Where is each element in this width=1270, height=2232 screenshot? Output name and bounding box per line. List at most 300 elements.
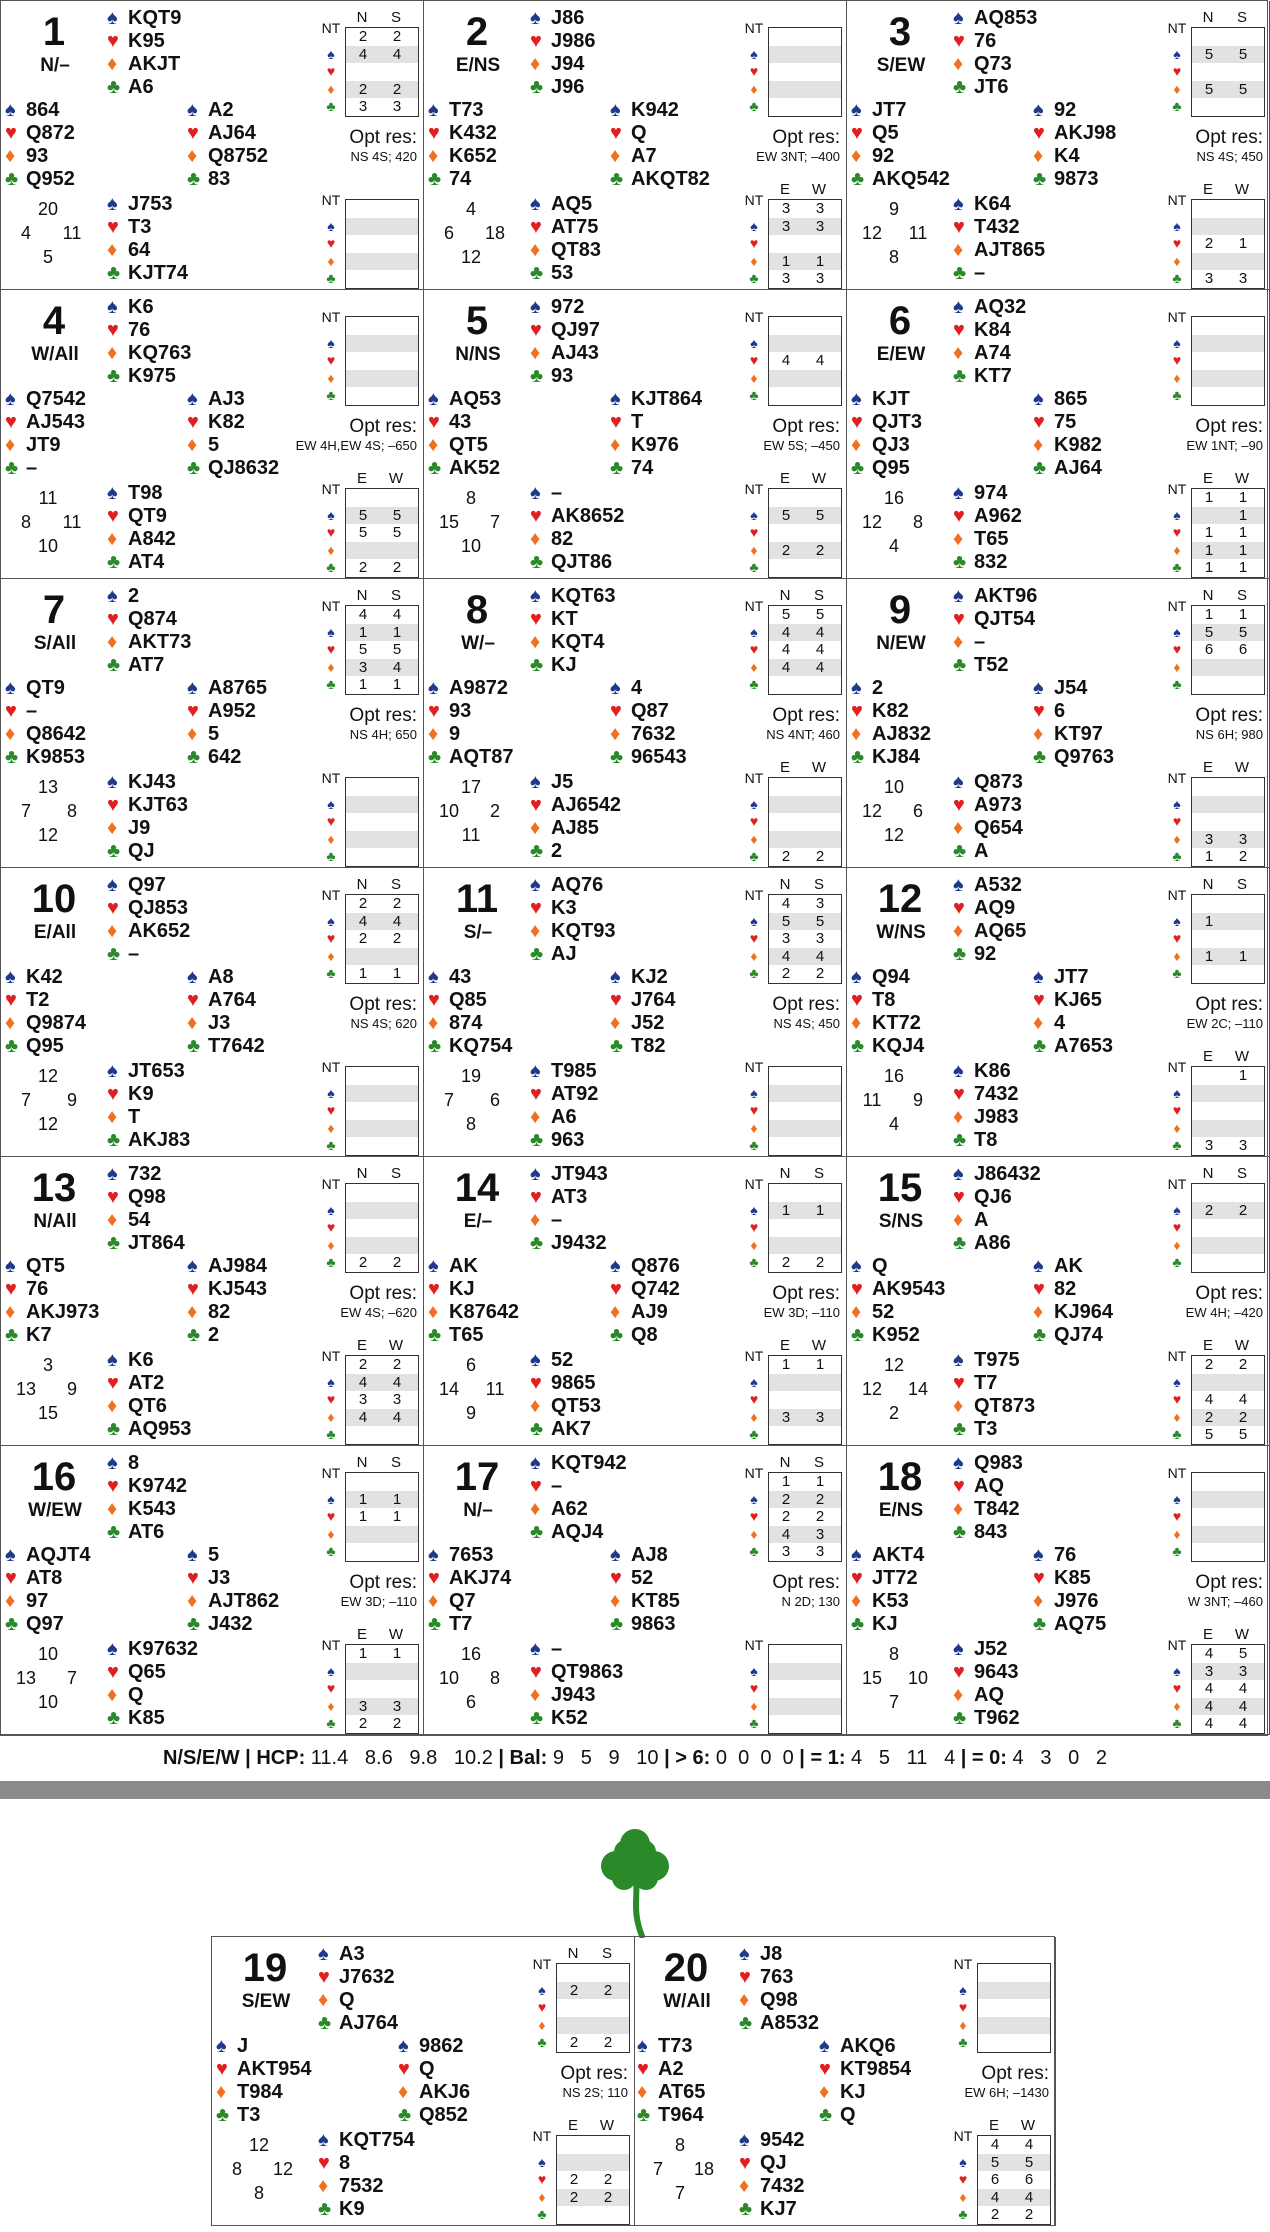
dealer-vulnerability: W/EW: [28, 1500, 82, 1521]
diamond-icon: ♦: [327, 947, 335, 964]
cards: 732: [128, 1163, 162, 1185]
dd-col-header: E: [356, 1337, 367, 1354]
hand-north: [530, 1163, 608, 1255]
dd-row: [769, 489, 841, 507]
dd-box: [1191, 1183, 1265, 1273]
dd-tricks: 4: [392, 658, 402, 676]
dd-row: [769, 1374, 841, 1392]
hcp-diagram: [855, 1355, 935, 1435]
suit-holding-diamond: [530, 239, 601, 262]
club-icon: ♣: [610, 1324, 624, 1346]
cards: QJ97: [551, 319, 600, 341]
spade-icon: ♠: [107, 7, 118, 29]
suit-holding-heart: [398, 2058, 470, 2081]
dd-row: [769, 542, 841, 560]
board-number: 11: [455, 877, 499, 921]
club-icon: ♣: [326, 965, 336, 982]
heart-icon: ♥: [610, 1567, 622, 1589]
suit-holding-spade: [107, 296, 191, 319]
suit-holding-club: [953, 840, 1023, 863]
dealer-vulnerability: W/All: [663, 1991, 711, 2012]
dd-row: [346, 1645, 418, 1663]
diamond-icon: ♦: [327, 369, 335, 386]
dd-tricks: 3: [815, 217, 825, 235]
dd-row: [769, 1491, 841, 1509]
heart-icon: ♥: [5, 700, 17, 722]
dd-col-header: S: [390, 876, 401, 893]
hcp-west: 12: [861, 512, 883, 532]
stats-bal-e: 9: [608, 1747, 620, 1769]
club-icon: ♣: [1172, 387, 1182, 404]
dd-row: [1192, 1184, 1264, 1202]
heart-icon: ♥: [953, 1186, 965, 1208]
hcp-south: 8: [888, 247, 899, 267]
dd-row: [1192, 98, 1264, 116]
spade-icon: ♠: [107, 1452, 118, 1474]
suit-holding-club: [953, 1707, 1020, 1730]
hcp-west: 12: [861, 223, 883, 243]
dd-tricks: 1: [781, 1201, 791, 1219]
suit-holding-club: [107, 1129, 190, 1152]
club-icon: ♣: [749, 676, 759, 693]
spade-icon: ♠: [5, 1255, 16, 1277]
suit-holding-heart: [953, 608, 1037, 631]
dd-row: [769, 796, 841, 814]
suit-holding-spade: [1033, 99, 1116, 122]
dd-tricks: 1: [1238, 947, 1248, 965]
cards: T73: [449, 99, 484, 121]
dd-col-header: N: [356, 587, 368, 604]
hcp-east: 18: [484, 223, 506, 243]
dd-row: [769, 641, 841, 659]
double-dummy-table-bot: [740, 1048, 844, 1156]
dd-row: [346, 28, 418, 46]
dd-row: [346, 1137, 418, 1155]
heart-icon: ♥: [530, 1083, 542, 1105]
opt-value: EW 1NT; –90: [1186, 438, 1263, 453]
club-icon: ♣: [326, 1543, 336, 1560]
dd-tricks: 1: [1238, 489, 1248, 506]
cards: QJ74: [1054, 1324, 1103, 1346]
spade-icon: ♠: [1173, 1084, 1181, 1101]
board-number: 15: [877, 1166, 923, 1210]
suit-holding-diamond: [318, 2175, 415, 2198]
dd-row: [769, 1237, 841, 1255]
dd-row: [346, 370, 418, 388]
suit-holding-spade: [187, 966, 265, 989]
dd-tricks: 2: [358, 930, 368, 948]
dd-tricks: 1: [392, 676, 402, 694]
diamond-icon: ♦: [107, 631, 118, 653]
dd-tricks: 1: [1238, 1067, 1248, 1084]
suit-holding-heart: [318, 2152, 415, 2175]
suit-holding-club: [953, 365, 1026, 388]
dd-col-header: E: [567, 2117, 578, 2134]
suit-holding-diamond: [530, 920, 615, 943]
dd-row: [1192, 641, 1264, 659]
hcp-west: 6: [443, 223, 454, 243]
nt-label: NT: [1167, 1059, 1187, 1075]
spade-icon: ♠: [851, 388, 862, 410]
double-dummy-table-bot: [1163, 1337, 1267, 1445]
suit-holding-spade: [739, 2129, 805, 2152]
suit-holding-heart: [530, 1083, 598, 1106]
cards: AKT4: [872, 1544, 925, 1566]
dd-tricks: 5: [1238, 623, 1248, 641]
hcp-east: 12: [272, 2159, 294, 2179]
cards: 83: [208, 168, 231, 190]
club-icon: ♣: [819, 2104, 833, 2126]
dd-tricks: 5: [815, 506, 825, 524]
dd-tricks: 4: [1204, 1715, 1214, 1733]
diamond-icon: ♦: [530, 920, 541, 942]
suit-holding-diamond: [530, 1395, 601, 1418]
hcp-east: 10: [907, 1668, 929, 1688]
page-divider: [0, 1781, 1270, 1799]
cards: JT72: [872, 1567, 918, 1589]
diamond-icon: ♦: [739, 1989, 750, 2011]
nt-label: NT: [744, 1465, 764, 1481]
dd-row: [769, 63, 841, 81]
nt-label: NT: [1167, 1348, 1187, 1364]
cards: T8: [872, 989, 896, 1011]
dd-tricks: 2: [358, 895, 368, 912]
opt-value: NS 4H; 650: [349, 727, 417, 742]
dd-row: [346, 659, 418, 677]
suit-holding-diamond: [107, 528, 176, 551]
dd-tricks: 3: [781, 217, 791, 235]
cards: A2: [208, 99, 234, 121]
dd-columns: [768, 1626, 842, 1644]
heart-icon: ♥: [1172, 930, 1182, 947]
hcp-north: 16: [460, 1644, 482, 1664]
dd-tricks: 2: [392, 28, 402, 45]
suit-holding-heart: [610, 1567, 680, 1590]
dd-row: [1192, 1219, 1264, 1237]
diamond-icon: ♦: [1033, 723, 1044, 745]
suit-holding-spade: [530, 193, 601, 216]
suit-holding-heart: [953, 794, 1023, 817]
suit-holding-club: [610, 457, 702, 480]
dd-row: [769, 81, 841, 99]
club-icon: ♣: [1172, 270, 1182, 287]
cards: 53: [551, 262, 574, 284]
optimum-result: [1195, 705, 1263, 742]
hcp-south: 4: [888, 536, 899, 556]
dd-tricks: 2: [569, 2171, 579, 2189]
cards: A6: [551, 1106, 577, 1128]
dd-row: [346, 813, 418, 831]
dd-tricks: 1: [358, 623, 368, 641]
cards: QT5: [26, 1255, 65, 1277]
cards: 972: [551, 296, 585, 318]
board-number: 4: [42, 299, 66, 343]
heart-icon: ♥: [1033, 411, 1045, 433]
board-12: [847, 868, 1270, 1157]
dd-row: [1192, 848, 1264, 866]
cards: AKJ98: [1054, 122, 1117, 144]
heart-icon: ♥: [107, 1186, 119, 1208]
dd-tricks: 4: [815, 352, 825, 370]
cards: J96: [551, 76, 585, 98]
suit-holding-heart: [953, 897, 1026, 920]
dd-col-header: E: [779, 759, 790, 776]
stats-hcp-label: HCP:: [256, 1747, 306, 1769]
dd-row: [769, 98, 841, 116]
diamond-icon: ♦: [398, 2081, 409, 2103]
cards: Q97: [26, 1613, 64, 1635]
suit-holding-diamond: [610, 1012, 676, 1035]
dd-tricks: 2: [781, 541, 791, 559]
cards: AJ9: [631, 1301, 668, 1323]
dd-row: [1192, 1491, 1264, 1509]
spade-icon: ♠: [530, 585, 541, 607]
double-dummy-table-bot: [949, 2117, 1053, 2225]
cards: AKJ83: [128, 1129, 191, 1151]
diamond-icon: ♦: [318, 2175, 329, 2197]
cards: Q: [840, 2104, 856, 2126]
nt-label: NT: [1167, 887, 1187, 903]
club-icon: ♣: [537, 2034, 547, 2051]
spade-icon: ♠: [1173, 334, 1181, 351]
board-13: [1, 1157, 424, 1446]
hand-north: [953, 874, 1026, 966]
dd-tricks: 5: [358, 506, 368, 524]
suit-holding-spade: [610, 966, 676, 989]
cards: Q85: [449, 989, 487, 1011]
dd-tricks: 2: [781, 965, 791, 983]
hcp-west: 7: [652, 2159, 663, 2179]
suit-holding-heart: [107, 1661, 198, 1684]
cards: KJ65: [1054, 989, 1102, 1011]
spade-icon: ♠: [851, 99, 862, 121]
suit-holding-heart: [530, 1186, 608, 1209]
hand-north: [530, 7, 596, 99]
stats-eq1-s: 5: [878, 1747, 890, 1769]
club-icon: ♣: [739, 2198, 753, 2220]
diamond-icon: ♦: [107, 1106, 118, 1128]
hcp-west: 12: [861, 801, 883, 821]
suit-holding-heart: [953, 319, 1026, 342]
double-dummy-table-bot: [317, 1048, 421, 1156]
club-icon: ♣: [610, 746, 624, 768]
cards: AQ53: [449, 388, 502, 410]
spade-icon: ♠: [530, 193, 541, 215]
diamond-icon: ♦: [1033, 1590, 1044, 1612]
dd-tricks: 1: [1204, 524, 1214, 542]
dd-tricks: 1: [358, 676, 368, 694]
club-icon: ♣: [326, 98, 336, 115]
dd-tricks: 3: [781, 200, 791, 217]
diamond-icon: ♦: [750, 369, 758, 386]
spade-icon: ♠: [953, 7, 964, 29]
suit-holding-diamond: [107, 1684, 198, 1707]
dd-row: [1192, 1067, 1264, 1085]
dd-col-header: E: [779, 470, 790, 487]
club-icon: ♣: [5, 457, 19, 479]
cards: 9542: [760, 2129, 805, 2151]
dd-row: [769, 1102, 841, 1120]
dd-col-header: W: [811, 470, 827, 487]
dd-row: [346, 641, 418, 659]
stats-hcp-n: 11.4: [310, 1747, 349, 1769]
opt-value: EW 3NT; –400: [756, 149, 840, 164]
spade-icon: ♠: [530, 1163, 541, 1185]
cards: QJ6: [974, 1186, 1012, 1208]
suit-holding-club: [637, 2104, 705, 2127]
suit-holding-club: [107, 1418, 191, 1441]
suit-holding-club: [953, 1521, 1023, 1544]
cards: AJ8: [631, 1544, 668, 1566]
cards: AT4: [128, 551, 165, 573]
cards: KQT4: [551, 631, 605, 653]
board-8: [424, 579, 847, 868]
suit-holding-heart: [530, 505, 624, 528]
nt-label: NT: [321, 1637, 341, 1653]
heart-icon: ♥: [107, 1083, 119, 1105]
suit-holding-heart: [953, 1661, 1020, 1684]
hcp-east: 14: [907, 1379, 929, 1399]
diamond-icon: ♦: [851, 1012, 862, 1034]
hand-west: [428, 388, 501, 480]
opt-value: EW 4H; –420: [1185, 1305, 1263, 1320]
hand-west: [637, 2035, 705, 2127]
hcp-west: 13: [15, 1668, 37, 1688]
board-14: [424, 1157, 847, 1446]
cards: QT9: [128, 505, 167, 527]
cards: A8532: [760, 2012, 819, 2034]
diamond-icon: ♦: [327, 1408, 335, 1425]
suit-holding-club: [5, 746, 86, 769]
club-icon: ♣: [749, 1543, 759, 1560]
heart-icon: ♥: [107, 216, 119, 238]
double-dummy-table-top: [740, 1165, 844, 1273]
hcp-west: 13: [15, 1379, 37, 1399]
dd-tricks: 2: [358, 1254, 368, 1272]
dd-columns: [345, 181, 419, 199]
suit-holding-club: [530, 840, 621, 863]
dd-columns: [1191, 181, 1265, 199]
stats-bal-w: 10: [636, 1747, 659, 1769]
cards: –: [128, 943, 140, 965]
cards: AJT862: [208, 1590, 280, 1612]
heart-icon: ♥: [610, 1278, 622, 1300]
club-icon: ♣: [530, 365, 544, 387]
suit-holding-heart: [530, 30, 596, 53]
cards: A7: [631, 145, 657, 167]
suit-holding-club: [530, 1521, 627, 1544]
dd-tricks: 3: [781, 1408, 791, 1426]
heart-icon: ♥: [326, 63, 336, 80]
nt-label: NT: [744, 1348, 764, 1364]
spade-icon: ♠: [216, 2035, 227, 2057]
dd-row: [346, 253, 418, 271]
heart-icon: ♥: [1172, 1102, 1182, 1119]
spade-icon: ♠: [1173, 912, 1181, 929]
dd-row: [769, 524, 841, 542]
dd-row: [769, 253, 841, 271]
cards: 5: [208, 434, 220, 456]
spade-icon: ♠: [327, 912, 335, 929]
suit-holding-diamond: [5, 145, 75, 168]
suit-holding-diamond: [107, 1498, 187, 1521]
dd-tricks: 4: [990, 2188, 1000, 2206]
double-dummy-table-bot: [740, 470, 844, 578]
hcp-west: 15: [861, 1668, 883, 1688]
hcp-diagram: [9, 1644, 89, 1724]
dd-row: [978, 2154, 1050, 2172]
dealer-vulnerability: S/EW: [876, 55, 926, 76]
cards: J764: [631, 989, 676, 1011]
suit-holding-spade: [953, 1638, 1020, 1661]
board-number: 17: [454, 1455, 500, 1499]
diamond-icon: ♦: [637, 2081, 648, 2103]
cards: AQ: [974, 1475, 1004, 1497]
dd-row: [1192, 831, 1264, 849]
dd-tricks: 4: [781, 947, 791, 965]
cards: 93: [449, 700, 472, 722]
suit-holding-heart: [530, 897, 615, 920]
hcp-diagram: [9, 199, 89, 279]
suit-holding-spade: [5, 1255, 99, 1278]
double-dummy-table-bot: [740, 759, 844, 867]
suit-holding-club: [530, 1707, 623, 1730]
double-dummy-table-top: [740, 876, 844, 984]
club-icon: ♣: [326, 559, 336, 576]
suit-holding-heart: [428, 122, 497, 145]
dd-row: [1192, 253, 1264, 271]
suit-holding-spade: [428, 388, 501, 411]
suit-holding-diamond: [530, 817, 621, 840]
heart-icon: ♥: [958, 1999, 968, 2016]
dd-tricks: 1: [392, 1490, 402, 1508]
dd-row: [346, 1715, 418, 1733]
stats-eq0-n: 4: [1012, 1747, 1024, 1769]
spade-icon: ♠: [953, 482, 964, 504]
suit-holding-diamond: [530, 1684, 623, 1707]
heart-icon: ♥: [5, 1278, 17, 1300]
diamond-icon: ♦: [530, 528, 541, 550]
dd-box: [768, 1183, 842, 1273]
dd-tricks: 3: [392, 1697, 402, 1715]
diamond-icon: ♦: [953, 631, 964, 653]
diamond-icon: ♦: [530, 342, 541, 364]
board-5: [424, 290, 847, 579]
suit-holding-club: [107, 1232, 185, 1255]
double-dummy-table-top: [1163, 1454, 1267, 1562]
hcp-south: 12: [460, 247, 482, 267]
dd-col-header: E: [988, 2117, 999, 2134]
dealer-vulnerability: E/NS: [878, 1500, 924, 1521]
dd-tricks: 3: [358, 658, 368, 676]
optimum-result: [1186, 1283, 1263, 1320]
hcp-diagram: [220, 2135, 300, 2215]
nt-label: NT: [744, 887, 764, 903]
club-icon: ♣: [610, 457, 624, 479]
heart-icon: ♥: [530, 1475, 542, 1497]
dd-row: [1192, 387, 1264, 405]
dd-tricks: 4: [1238, 1391, 1248, 1409]
cards: AJ: [551, 943, 577, 965]
hand-south: [107, 1060, 190, 1152]
dd-row: [1192, 524, 1264, 542]
suit-holding-diamond: [530, 1498, 627, 1521]
diamond-icon: ♦: [327, 252, 335, 269]
dd-row: [1192, 606, 1264, 624]
club-icon: ♣: [637, 2104, 651, 2126]
cards: 9863: [631, 1613, 676, 1635]
spade-icon: ♠: [5, 1544, 16, 1566]
